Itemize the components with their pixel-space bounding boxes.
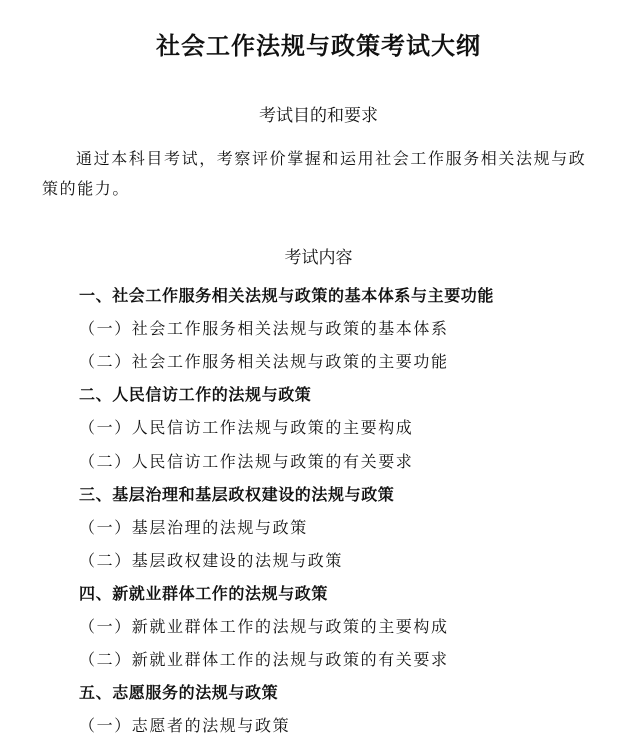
outline-subitem: （一）人民信访工作法规与政策的主要构成 [79,418,414,437]
outline-subitem: （二）新就业群体工作的法规与政策的有关要求 [79,650,449,669]
outline-section-heading: 五、志愿服务的法规与政策 [79,683,279,702]
outline-section-heading: 二、人民信访工作的法规与政策 [79,385,312,404]
outline-subitem: （二）人民信访工作法规与政策的有关要求 [79,452,414,471]
outline-subitem: （一）志愿者的法规与政策 [79,716,291,735]
outline-subitem: （二）社会工作服务相关法规与政策的主要功能 [79,352,449,371]
outline-subitem: （一）新就业群体工作的法规与政策的主要构成 [79,617,449,636]
content-heading: 考试内容 [284,248,353,268]
outline-section-heading: 一、社会工作服务相关法规与政策的基本体系与主要功能 [79,286,495,305]
outline-section-heading: 四、新就业群体工作的法规与政策 [79,584,329,603]
purpose-paragraph: 通过本科目考试，考察评价掌握和运用社会工作服务相关法规与政策的能力。 [42,149,587,198]
outline-section-heading: 三、基层治理和基层政权建设的法规与政策 [79,485,395,504]
document-title: 社会工作法规与政策考试大纲 [156,32,481,60]
outline-subitem: （一）社会工作服务相关法规与政策的基本体系 [79,319,449,338]
outline-subitem: （二）基层政权建设的法规与政策 [79,551,344,570]
purpose-heading: 考试目的和要求 [259,106,378,126]
outline-subitem: （一）基层治理的法规与政策 [79,518,308,537]
